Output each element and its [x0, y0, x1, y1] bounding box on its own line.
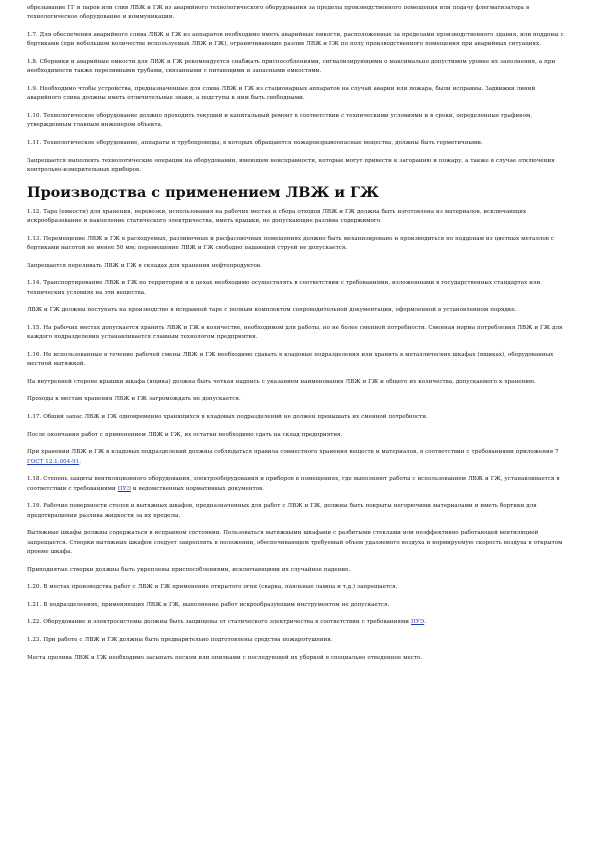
paragraph: 1.16. Не использованные в течение рабочей смены ЛВЖ и ГЖ необходимо сдавать в кладовые подразделения или хранить в металлических шкафах (ящиках), оборудованных местной вытяжкой.: [27, 351, 554, 368]
paragraph: На внутренней стороне крышки шкафа (ящика) должна быть четкая надпись с указанием наименования ЛВЖ и ГЖ и общего их количества, допускаемого к хранению.: [27, 378, 536, 385]
paragraph-text: .: [79, 458, 81, 465]
pue-link[interactable]: ПУЭ: [117, 485, 131, 492]
paragraph-with-link: [27, 618, 569, 627]
paragraph: 1.7. Для обеспечения аварийного слива ЛВЖ и ГЖ из аппаратов необходимо иметь аварийные емкости, расположенные за пределами производственного здания, или поддоны с бортиками (при небольшом количестве используемых ЛВЖ и ГЖ), ограничивающие разлив ЛВЖ и ГЖ по полу производственного помещения при аварийных ситуациях.: [27, 32, 564, 48]
paragraph-with-link: [27, 475, 569, 494]
paragraph: обрезывание ГГ и паров или слив ЛВЖ и ГЖ из аварийного технологического оборудования за пределы производственного помещения или подачу флегматизатора в технологическое оборудование и коммуникации.: [27, 5, 530, 21]
paragraph: Вытяжные шкафы должны содержаться в исправном состоянии. Пользоваться вытяжными шкафами с разбитыми стеклами или неэффективно работающей вентиляцией запрещается. Створки вытяжных шкафов следует закреплять в положении, обеспечивающем требуемый объем удаляемого воздуха и нормируемую скорость воздуха в открытом проеме шкафа.: [27, 530, 563, 555]
paragraph-text: При хранении ЛВЖ и ГЖ в кладовых подразделений должны соблюдаться правила совместного хранения веществ и материалов, в соответствии с требованиями приложения 7: [27, 449, 559, 456]
paragraph: 1.8. Сборники и аварийные емкости для ЛВЖ и ГЖ рекомендуется снабжать приспособлениями, сигнализирующими о максимально допустимом уровне их заполнения, а при необходимости также переливными трубами, связанными с питающими и запасными емкостями.: [27, 59, 556, 75]
paragraph-text: 1.22. Оборудование и электросистемы должны быть защищены от статического электричества в соответствии с требованиями: [27, 619, 411, 626]
paragraph: 1.19. Рабочие поверхности столов и вытяжных шкафов, предназначенных для работ с ЛВЖ и ГЖ, должны быть покрыты негорючими материалами и иметь бортики для предотвращения разлива жидкости за их пределы.: [27, 503, 537, 519]
paragraph: После окончания работ с применением ЛВЖ и ГЖ, их остатки необходимо сдать на склад предприятия.: [27, 431, 343, 438]
paragraph: 1.14. Транспортирование ЛВЖ и ГЖ по территории и в цехах необходимо осуществлять в соответствии с требованиями, изложенными в государственных стандартах или технических условиях на эти вещества.: [27, 280, 541, 296]
pue-link[interactable]: ПУЭ: [410, 619, 425, 626]
paragraph: 1.10. Технологическое оборудование должно проходить текущий и капитальный ремонт в соответствии с техническими условиями и в сроки, определенные графиком, утвержденным главным инженером объекта.: [27, 113, 533, 129]
paragraph-with-link: [27, 448, 569, 467]
paragraph: 1.20. В местах производства работ с ЛВЖ и ГЖ применение открытого огня (сварка, паяльные лампы и т.д.) запрещается.: [27, 584, 398, 591]
paragraph: 1.15. На рабочих местах допускается хранить ЛВЖ и ГЖ в количестве, необходимом для работы, но не более сменной потребности. Сменная норма потребления ЛВЖ и ГЖ для каждого подразделения устанавливается главным технологом предприятия.: [27, 324, 563, 341]
paragraph: 1.23. При работе с ЛВЖ и ГЖ должны быть предварительно подготовлены средства пожаротушения.: [27, 636, 333, 643]
paragraph: 1.11. Технологическое оборудование, аппараты и трубопроводы, в которых обращаются пожаровзрывоопасные вещества, должны быть герметичными.: [27, 140, 483, 146]
section-heading: Производства с применением ЛВЖ и ГЖ: [27, 183, 379, 201]
paragraph: 1.13. Перемещение ЛВЖ и ГЖ в расходуемых, разливочных и расфасовочных помещениях должно быть механизировано и производиться по поддонам из цветных металлов с бортиками высотой не менее 50 мм; перемещение ЛВЖ и ГЖ свободно падающей струей не допускается.: [27, 235, 554, 251]
paragraph: 1.9. Необходимо чтобы устройства, предназначенные для слива ЛВЖ и ГЖ из стационарных аппаратов на случай аварии или пожара, были исправны. Задвижки линий аварийного слива должны иметь отличительные знаки, а подступы к ним быть свободными.: [27, 86, 536, 102]
paragraph: ЛВЖ и ГЖ должны поступать на производство в исправной таре с полным комплектом сопроводительной документации, оформленной в установленном порядке.: [27, 307, 517, 314]
paragraph: Запрещается выполнять технологические операции на оборудовании, имеющем неисправности, которые могут привести к загоранию и пожару, а также в случае отключения контрольно-измерительных приборов.: [27, 157, 555, 173]
paragraph: Места пролива ЛВЖ и ГЖ необходимо засыпать песком или опилками с последующей их уборкой в специально отведенное место.: [27, 654, 423, 661]
paragraph: 1.12. Тара (емкости) для хранения, перевозки, использования на рабочих местах и сбора отходов ЛВЖ и ГЖ должна быть изготовлена из материалов, исключающих искрообразование и накопление статического электричества, иметь крышки, не допускающие разлива содержимого.: [27, 208, 527, 224]
paragraph: 1.21. В подразделениях, применяющих ЛВЖ и ГЖ, выполнение работ искрообразующим инструментом не допускается.: [27, 601, 390, 608]
paragraph: Приподнятые створки должны быть укреплены приспособлениями, исключающими их случайное падение.: [27, 566, 351, 573]
paragraph-text: 1.18. Степень защиты вентиляционного оборудования, электрооборудования и приборов в помещениях, где выполняют работы с использованием ЛВЖ и ГЖ, устанавливается в соответствии с требованиями: [27, 476, 560, 492]
paragraph: Проходы к местам хранения ЛВЖ и ГЖ загромождать не допускается.: [27, 396, 241, 403]
paragraph: Запрещается переливать ЛВЖ и ГЖ в складах для хранения нефтепродуктов.: [27, 262, 262, 269]
paragraph: 1.17. Общий запас ЛВЖ и ГЖ одновременно хранящихся в кладовых подразделений не должен превышать их сменной потребности.: [27, 413, 428, 420]
paragraph-text: и ведомственных нормативных документов.: [130, 485, 264, 492]
gost-link[interactable]: ГОСТ 12.1.004-91: [27, 458, 80, 465]
paragraph-text: .: [424, 619, 426, 626]
